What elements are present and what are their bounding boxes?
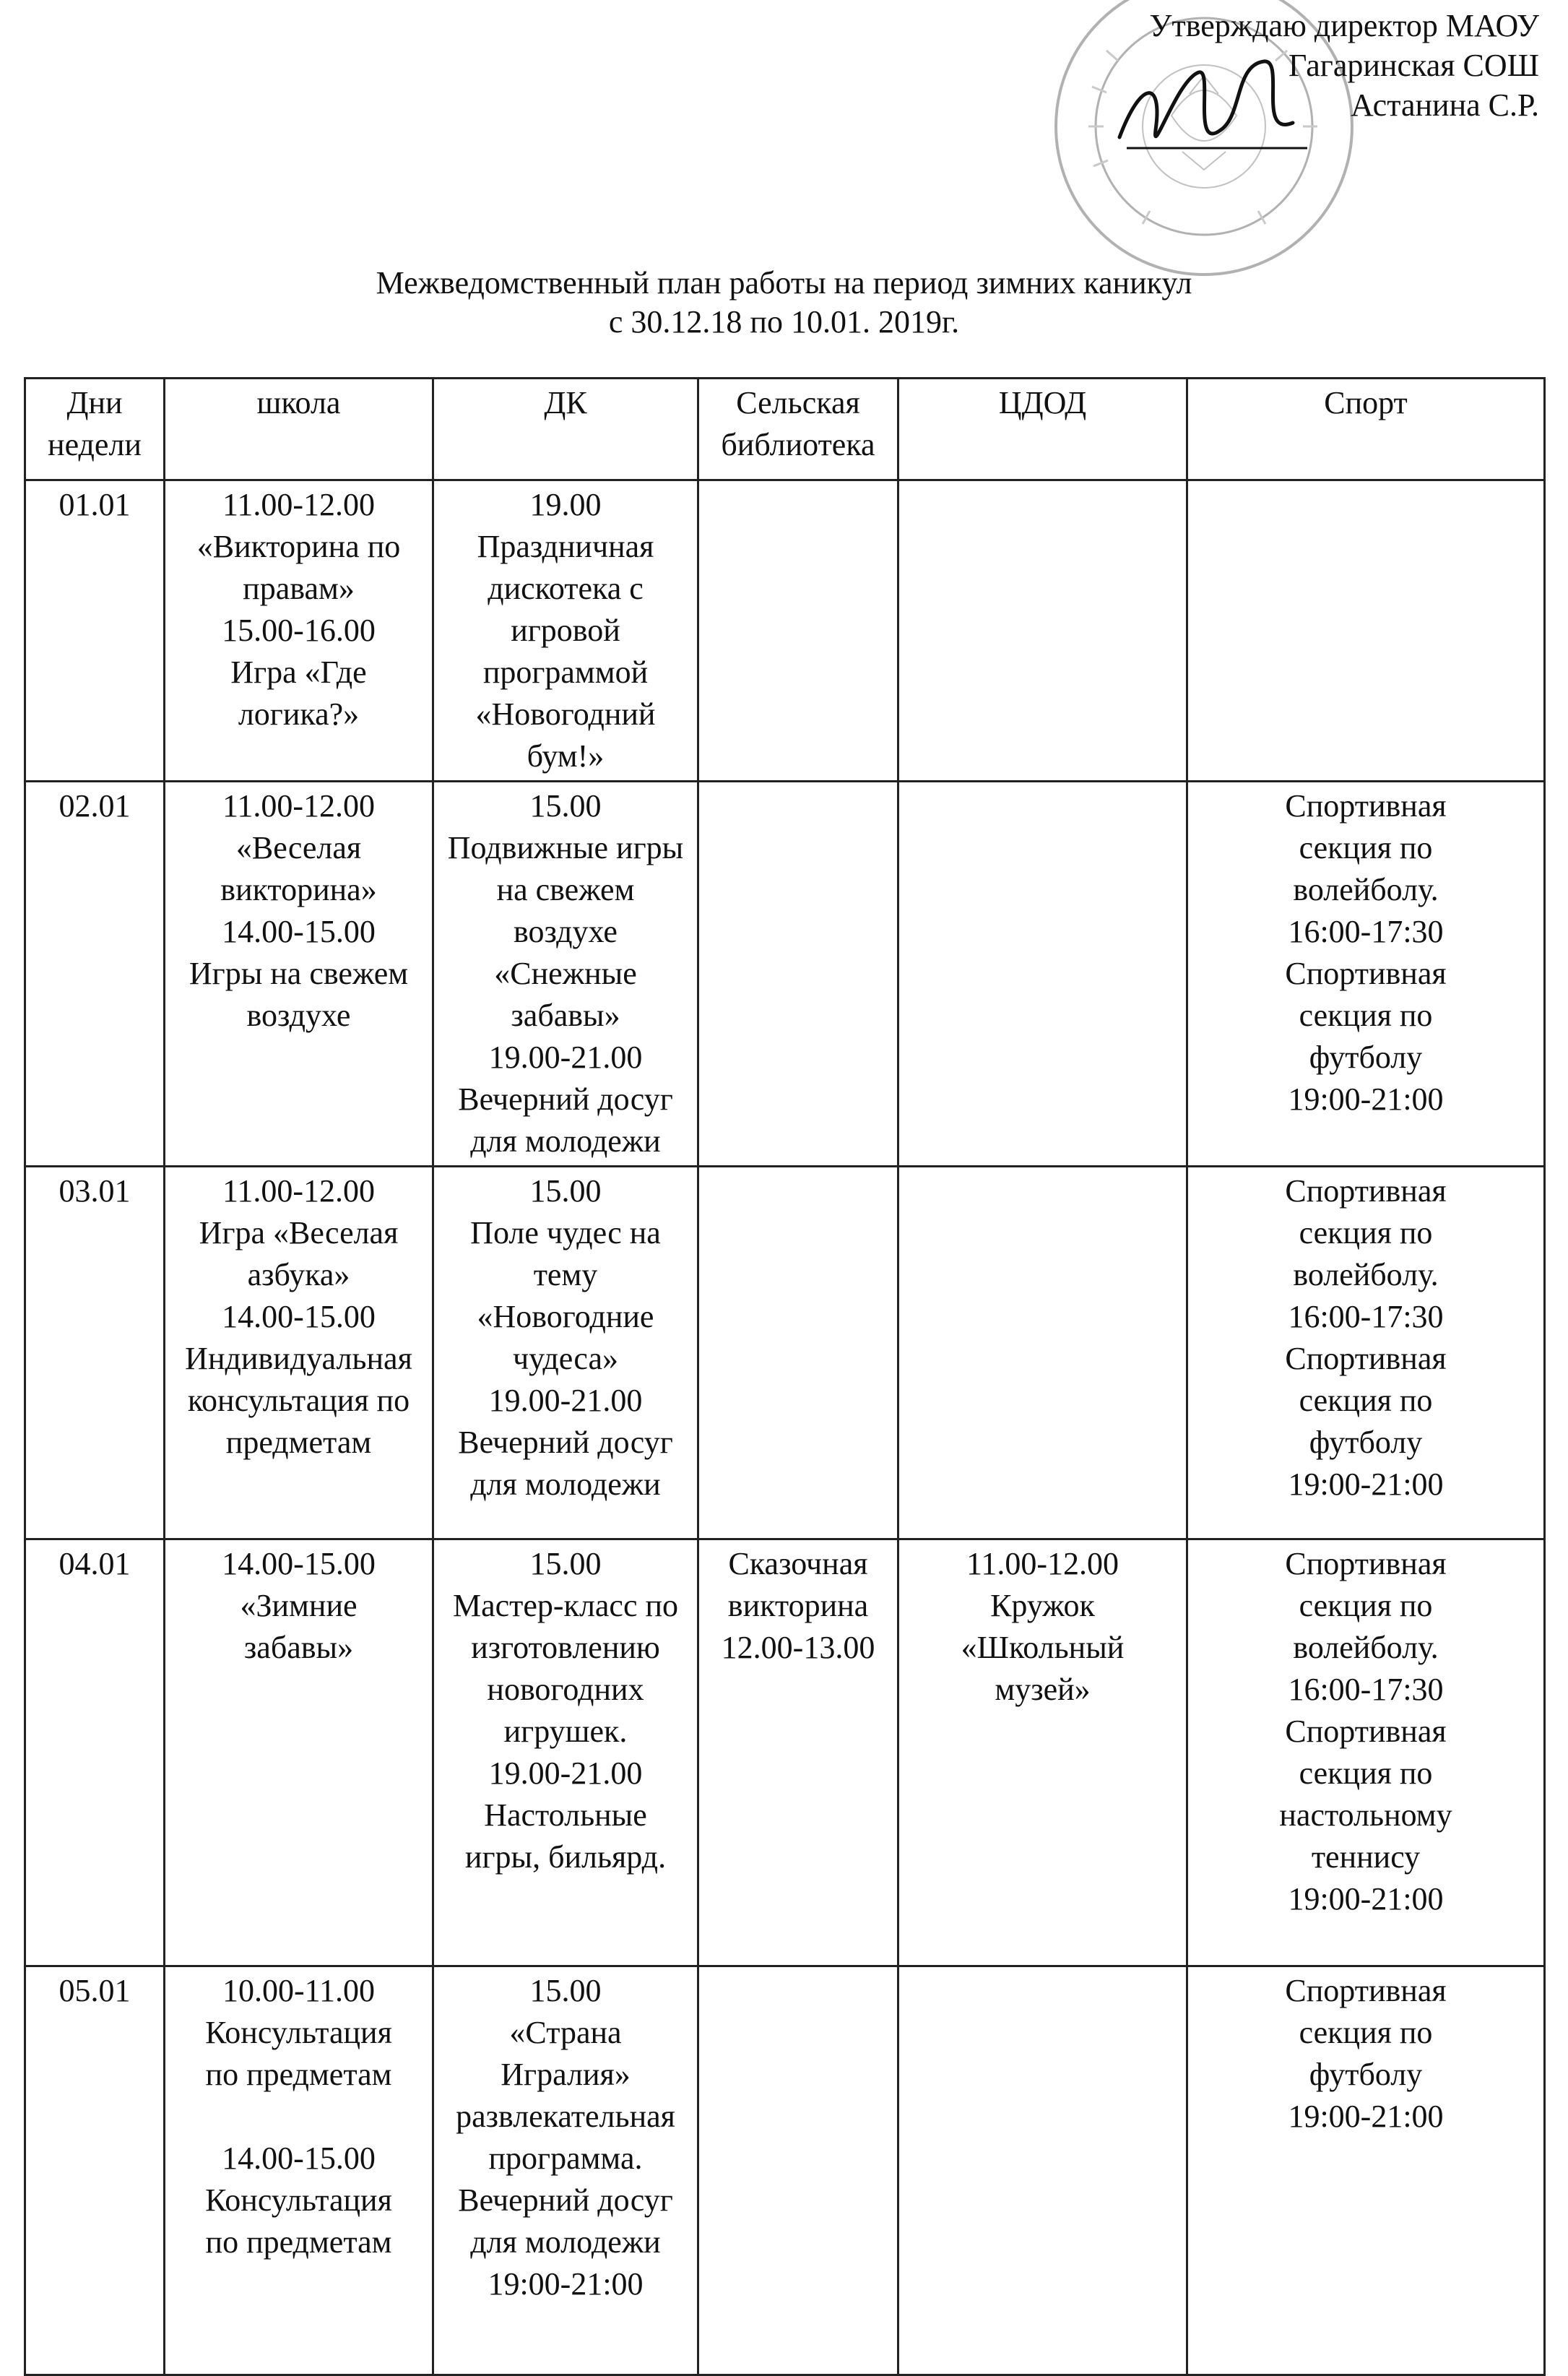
cell-line: Игра «Веселая [199, 1215, 399, 1250]
cell-line: для молодежи [470, 1466, 661, 1502]
cell-line: Сельская [736, 385, 860, 420]
cell-line: бум!» [527, 738, 605, 774]
cell-line: Кружок [990, 1588, 1095, 1623]
cell-line: Дни [66, 385, 123, 420]
school-cell [165, 1539, 433, 1966]
cell-line: Спортивная [1285, 1973, 1447, 2008]
cell-line: школа [256, 385, 341, 420]
date-cell: 01.01 [25, 480, 165, 782]
cell-line: «Новогодний [475, 696, 656, 732]
cell-line: по предметам [205, 2224, 392, 2260]
cell-line: Игра «Где [230, 655, 367, 690]
cell-line: 11.00-12.00 [966, 1546, 1119, 1581]
cell-line: чудеса» [513, 1341, 618, 1376]
cell-line: 15.00 [529, 1173, 602, 1209]
cell-line: Спортивная [1285, 1546, 1447, 1581]
cell-line: Спортивная [1285, 956, 1447, 991]
cell-line: футболу [1309, 2057, 1423, 2092]
cell-line: воздухе [246, 998, 351, 1033]
cell-line: азбука» [247, 1257, 350, 1292]
school-cell [165, 480, 433, 782]
library-cell [698, 1167, 898, 1539]
cell-line: 16:00-17:30 [1288, 1299, 1444, 1334]
cell-line: 14.00-15.00 [222, 1299, 376, 1334]
cell-line: секция по [1299, 2015, 1433, 2050]
library-cell [698, 1966, 898, 2375]
cell-line: волейболу. [1293, 872, 1439, 907]
cdod-cell [898, 782, 1187, 1167]
school-cell [165, 1966, 433, 2375]
cell-line: 11.00-12.00 [222, 1173, 376, 1209]
cell-line: новогодних [487, 1672, 644, 1707]
header-days [25, 379, 165, 480]
header-cdod [898, 379, 1187, 480]
cell-line: Сказочная [728, 1546, 868, 1581]
cell-line: футболу [1309, 1425, 1423, 1460]
school-cell [165, 1167, 433, 1539]
cell-line: Игры на свежем [189, 956, 409, 991]
cell-line: забавы» [511, 998, 620, 1033]
cell-line: 19:00-21:00 [1288, 2099, 1444, 2134]
cell-line: 15.00 [529, 1546, 602, 1581]
cell-line: 12.00-13.00 [721, 1630, 875, 1665]
cell-line: библиотека [721, 427, 875, 462]
dk-cell [433, 1539, 698, 1966]
header-row [25, 379, 1545, 480]
cell-line: Вечерний досуг [458, 1081, 673, 1117]
cell-line: для молодежи [470, 2224, 661, 2260]
cdod-cell [898, 1966, 1187, 2375]
cell-line: 16:00-17:30 [1288, 1672, 1444, 1707]
cell-line: игрушек. [503, 1714, 628, 1749]
title-line-1: Межведомственный план работы на период зимних каникул [376, 265, 1192, 301]
dk-cell [433, 1966, 698, 2375]
cell-line: настольному [1279, 1797, 1452, 1833]
cell-line: 19:00-21:00 [1288, 1881, 1444, 1917]
cell-line: тему [533, 1257, 598, 1292]
cell-line: 11.00-12.00 [222, 788, 376, 824]
sport-cell [1187, 1966, 1545, 2375]
cell-line: «Снежные [494, 956, 637, 991]
cell-line: игры, бильярд. [464, 1839, 667, 1875]
date-cell: 05.01 [25, 1966, 165, 2375]
cell-line: предметам [225, 1425, 372, 1460]
cell-line: секция по [1299, 1383, 1433, 1418]
cell-line: Консультация [205, 2015, 392, 2050]
cell-line: викторина» [220, 872, 377, 907]
cell-line: программа. [488, 2140, 643, 2176]
dk-cell [433, 480, 698, 782]
cell-line: «Викторина по [196, 529, 401, 564]
cell-line: секция по [1299, 1215, 1433, 1250]
cell-line: 11.00-12.00 [222, 487, 376, 522]
cell-line: «Школьный [961, 1630, 1125, 1665]
cell-line: викторина [727, 1588, 869, 1623]
cdod-cell [898, 1539, 1187, 1966]
cell-line: Игралия» [501, 2057, 631, 2092]
cell-line: «Страна [509, 2015, 622, 2050]
school-cell [165, 782, 433, 1167]
cell-line: забавы» [243, 1630, 354, 1665]
cdod-cell [898, 1167, 1187, 1539]
cell-line: ДК [544, 385, 587, 420]
cell-line [170, 2096, 428, 2138]
cell-line: Праздничная [477, 529, 654, 564]
cell-line: Спортивная [1285, 1173, 1447, 1209]
cell-line: музей» [995, 1672, 1091, 1707]
cell-line: волейболу. [1293, 1257, 1439, 1292]
schedule-table [24, 377, 1546, 2376]
cell-line: Вечерний досуг [458, 2182, 673, 2218]
cell-line: 14.00-15.00 [222, 1546, 376, 1581]
cell-line: Подвижные игры [447, 830, 684, 865]
sport-cell [1187, 1539, 1545, 1966]
table-row [25, 1966, 1545, 2375]
table-row [25, 480, 1545, 782]
cell-line: футболу [1309, 1040, 1423, 1075]
header-dk [433, 379, 698, 480]
dk-cell [433, 782, 698, 1167]
cell-line: 10.00-11.00 [222, 1973, 376, 2008]
cell-line: 15.00 [529, 788, 602, 824]
cell-line: 15.00-16.00 [222, 613, 376, 648]
cell-line: программой [482, 655, 649, 690]
cell-line: Спортивная [1285, 1714, 1447, 1749]
title-line-2: с 30.12.18 по 10.01. 2019г. [608, 304, 960, 340]
cell-line: Мастер-класс по [452, 1588, 679, 1623]
sport-cell [1187, 782, 1545, 1167]
cell-line: Настольные [484, 1797, 647, 1833]
sport-cell [1187, 480, 1545, 782]
cell-line: развлекательная [456, 2099, 675, 2134]
cell-line: Поле чудес на [470, 1215, 661, 1250]
cell-line: 16:00-17:30 [1288, 914, 1444, 949]
cell-line: «Веселая [235, 830, 362, 865]
cell-line: Вечерний досуг [458, 1425, 673, 1460]
cell-line: дискотека с [488, 571, 644, 606]
cell-line: Спорт [1324, 385, 1408, 420]
sport-cell [1187, 1167, 1545, 1539]
cell-line: изготовлению [471, 1630, 660, 1665]
library-cell [698, 782, 898, 1167]
cdod-cell [898, 480, 1187, 782]
cell-line: 19.00 [529, 487, 602, 522]
cell-line: теннису [1311, 1839, 1421, 1875]
cell-line: Консультация [205, 2182, 392, 2218]
dk-cell [433, 1167, 698, 1539]
cell-line: секция по [1299, 1755, 1433, 1791]
cell-line: секция по [1299, 1588, 1433, 1623]
cell-line: «Зимние [240, 1588, 358, 1623]
approval-line-1: Утверждаю директор МАОУ [1149, 8, 1539, 43]
library-cell [698, 1539, 898, 1966]
signature [1112, 51, 1314, 173]
cell-line: Индивидуальная [185, 1341, 412, 1376]
approval-line-2: Гагаринская СОШ [1288, 48, 1539, 83]
cell-line: Спортивная [1285, 1341, 1447, 1376]
cell-line: игровой [511, 613, 620, 648]
table-row [25, 1539, 1545, 1966]
header-sport [1187, 379, 1545, 480]
cell-line: Спортивная [1285, 788, 1447, 824]
cell-line: секция по [1299, 830, 1433, 865]
cell-line: 19.00-21.00 [488, 1383, 643, 1418]
cell-line: ЦДОД [998, 385, 1087, 420]
cell-line: логика?» [238, 696, 360, 732]
cell-line: 19.00-21.00 [488, 1755, 643, 1791]
cell-line: правам» [243, 571, 355, 606]
date-cell: 03.01 [25, 1167, 165, 1539]
cell-line: недели [48, 427, 142, 462]
cell-line: консультация по [187, 1383, 410, 1418]
table-row [25, 1167, 1545, 1539]
cell-line: 15.00 [529, 1973, 602, 2008]
header-school [165, 379, 433, 480]
cell-line: секция по [1299, 998, 1433, 1033]
cell-line: для молодежи [470, 1123, 661, 1159]
cell-line: 14.00-15.00 [222, 2140, 376, 2176]
cell-line: волейболу. [1293, 1630, 1439, 1665]
cell-line: 14.00-15.00 [222, 914, 376, 949]
cell-line: на свежем [496, 872, 635, 907]
date-cell: 02.01 [25, 782, 165, 1167]
cell-line: 19:00-21:00 [488, 2266, 644, 2302]
cell-line: 19:00-21:00 [1288, 1081, 1444, 1117]
table-row [25, 782, 1545, 1167]
cell-line: 19:00-21:00 [1288, 1466, 1444, 1502]
cell-line: «Новогодние [477, 1299, 654, 1334]
cell-line: воздухе [514, 914, 618, 949]
cell-line: 19.00-21.00 [488, 1040, 643, 1075]
header-library [698, 379, 898, 480]
cell-line: по предметам [205, 2057, 392, 2092]
date-cell: 04.01 [25, 1539, 165, 1966]
library-cell [698, 480, 898, 782]
approval-line-3: Астанина С.Р. [1351, 87, 1539, 123]
